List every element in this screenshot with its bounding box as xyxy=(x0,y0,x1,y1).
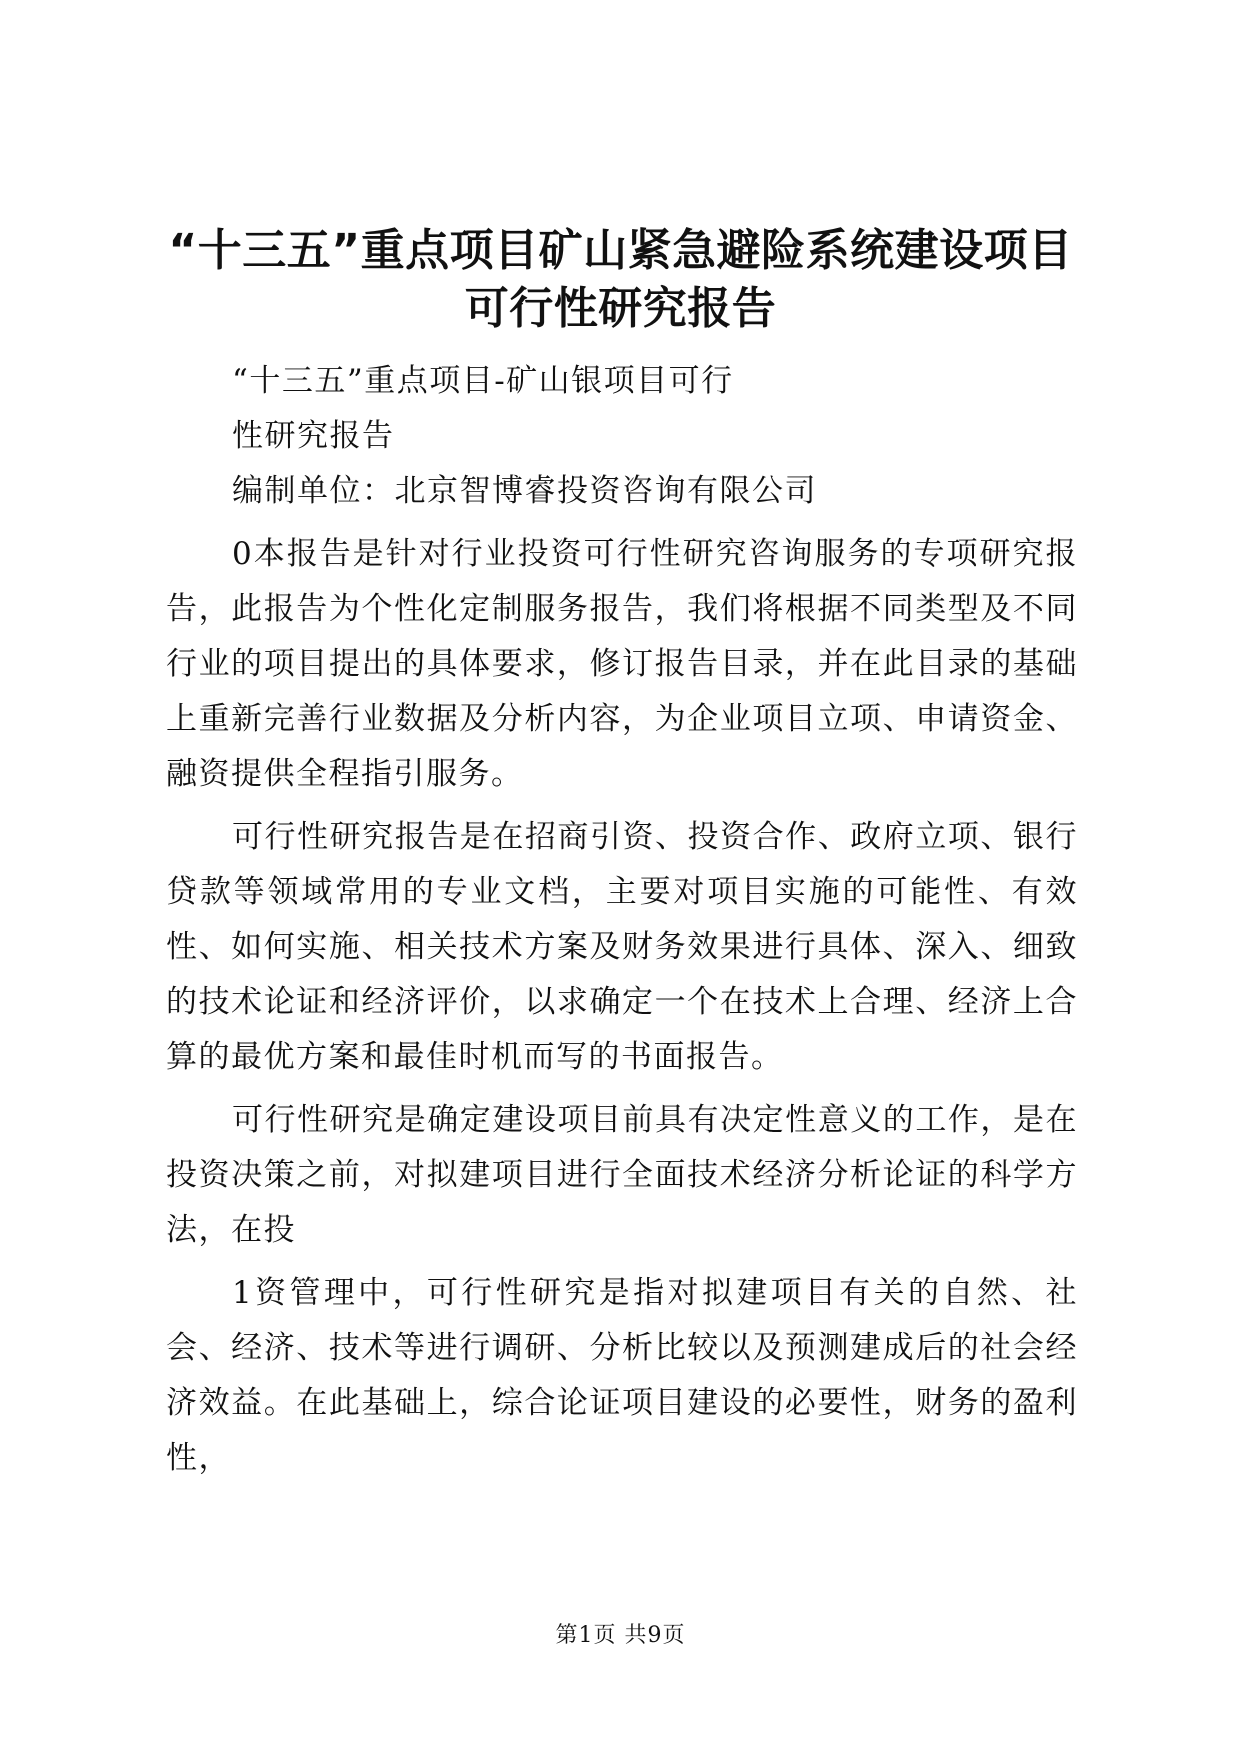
paragraph-intro: 0本报告是针对行业投资可行性研究咨询服务的专项研究报告，此报告为个性化定制服务报告，我们将根据不同类型及不同行业的项目提出的具体要求，修订报告目录，并在此目录的基础上重新完善行业数据及分析内容，为企业项目立项、申请资金、融资提供全程指引服务。 xyxy=(166,536,1078,792)
paragraph-importance: 可行性研究是确定建设项目前具有决定性意义的工作，是在投资决策之前，对拟建项目进行全面技术经济分析论证的科学方法，在投 xyxy=(166,1102,1078,1248)
paragraph-subtitle-line-2: 性研究报告 xyxy=(232,418,395,454)
spacer xyxy=(166,519,1078,527)
paragraph-compiler: 编制单位：北京智博睿投资咨询有限公司 xyxy=(232,473,817,509)
page-footer: 第1页 共9页 xyxy=(555,1623,686,1648)
spacer xyxy=(166,1085,1078,1093)
document-body xyxy=(166,354,1078,1486)
paragraph-management: 1资管理中，可行性研究是指对拟建项目有关的自然、社会、经济、技术等进行调研、分析比较以及预测建成后的社会经济效益。在此基础上，综合论证项目建设的必要性，财务的盈利性， xyxy=(166,1275,1078,1476)
document-title: “十三五”重点项目矿山紧急避险系统建设项目可行性研究报告 xyxy=(168,225,1073,334)
paragraph-definition: 可行性研究报告是在招商引资、投资合作、政府立项、银行贷款等领域常用的专业文档，主要对项目实施的可能性、有效性、如何实施、相关技术方案及财务效果进行具体、深入、细致的技术论证和经济评价，以求确定一个在技术上合理、经济上合算的最优方案和最佳时机而写的书面报告。 xyxy=(166,819,1078,1075)
spacer xyxy=(166,1258,1078,1266)
paragraph-subtitle-line-1: “十三五”重点项目-矿山银项目可行 xyxy=(232,363,734,399)
spacer xyxy=(166,802,1078,810)
